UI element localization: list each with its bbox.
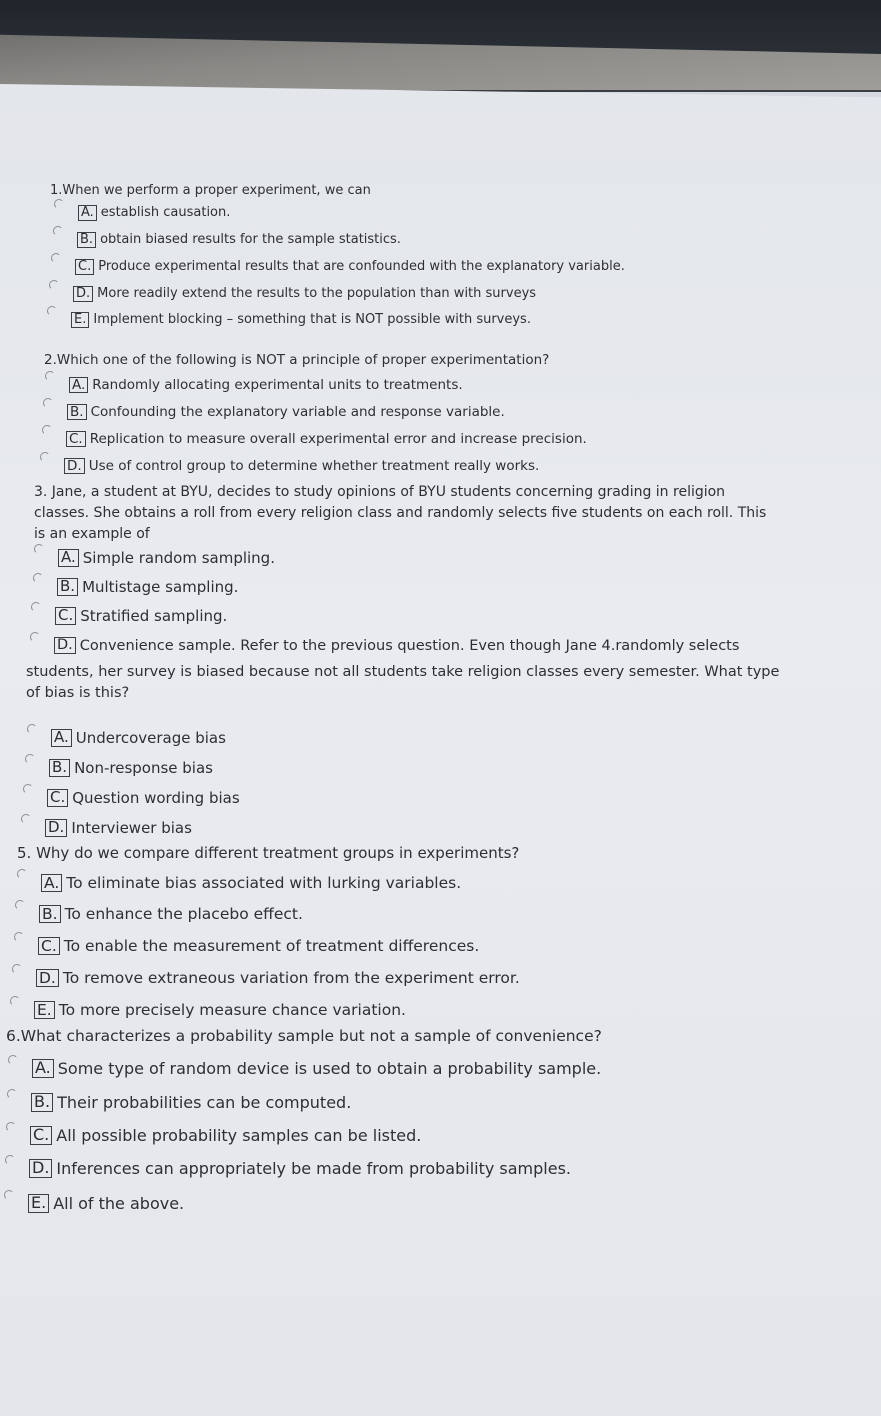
radio-button[interactable] (7, 1089, 17, 1099)
radio-button[interactable] (17, 869, 27, 879)
radio-button[interactable] (33, 573, 43, 583)
question-4-line-1: students, her survey is biased because not all students take religion classes every semester. What type (26, 664, 780, 680)
option-text: Some type of random device is used to obtain a probability sample. (57, 1059, 602, 1078)
radio-button[interactable] (25, 754, 35, 764)
option-letter: E. (71, 312, 89, 328)
radio-button[interactable] (5, 1155, 15, 1165)
question-3-line-1: 3. Jane, a student at BYU, decides to study opinions of BYU students concerning grading in religion (34, 484, 726, 500)
radio-button[interactable] (40, 452, 50, 462)
q5-option-c[interactable] (14, 937, 479, 955)
q1-option-c[interactable] (51, 259, 625, 275)
q3-option-d[interactable] (30, 637, 739, 654)
q1-option-d[interactable] (49, 286, 536, 302)
option-letter: D. (45, 819, 67, 837)
option-letter: B. (49, 759, 70, 777)
option-letter: A. (32, 1059, 54, 1078)
q3-option-c[interactable] (31, 607, 227, 625)
option-letter: C. (66, 431, 86, 447)
option-letter: D. (54, 637, 76, 654)
radio-button[interactable] (45, 371, 55, 381)
radio-button[interactable] (21, 814, 31, 824)
option-text: Randomly allocating experimental units to treatments. (92, 377, 463, 394)
option-letter: A. (69, 377, 88, 393)
question-6-prompt: 6.What characterizes a probability sample but not a sample of convenience? (6, 1027, 602, 1045)
option-text: Undercoverage bias (75, 729, 226, 747)
option-letter: A. (51, 729, 72, 747)
q2-option-c[interactable] (42, 431, 587, 447)
option-text: Implement blocking – something that is NOT possible with surveys. (93, 312, 531, 328)
option-text: Non-response bias (74, 759, 213, 777)
radio-button[interactable] (8, 1055, 18, 1065)
option-text: Simple random sampling. (82, 549, 275, 567)
option-text: Confounding the explanatory variable and response variable. (90, 404, 505, 421)
option-letter: C. (55, 607, 76, 625)
q5-option-a[interactable] (17, 874, 461, 892)
radio-button[interactable] (4, 1190, 14, 1200)
option-letter: D. (36, 969, 59, 987)
option-letter: C. (30, 1126, 52, 1145)
radio-button[interactable] (14, 932, 24, 942)
option-text: Multistage sampling. (82, 578, 239, 596)
q2-option-a[interactable] (45, 377, 463, 393)
option-letter: E. (28, 1194, 49, 1213)
option-letter: A. (58, 549, 79, 567)
option-letter: D. (73, 286, 93, 302)
question-5-prompt: 5. Why do we compare different treatment groups in experiments? (17, 844, 520, 862)
q4-option-d[interactable] (21, 819, 192, 837)
option-text: More readily extend the results to the population than with surveys (97, 286, 537, 302)
question-1-prompt: 1.When we perform a proper experiment, we can (50, 183, 371, 198)
radio-button[interactable] (31, 602, 41, 612)
option-text: Stratified sampling. (80, 607, 228, 625)
option-letter: B. (67, 404, 87, 420)
option-text: All of the above. (53, 1194, 185, 1213)
q2-option-d[interactable] (40, 458, 539, 474)
q4-option-b[interactable] (25, 759, 213, 777)
option-text: Replication to measure overall experimental error and increase precision. (89, 431, 587, 448)
q4-option-c[interactable] (23, 789, 240, 807)
option-letter: B. (57, 578, 78, 596)
radio-button[interactable] (43, 398, 53, 408)
q6-option-a[interactable] (8, 1059, 601, 1078)
option-text: Convenience sample. Refer to the previous question. Even though Jane 4.randomly selects (79, 637, 740, 654)
option-text: To remove extraneous variation from the experiment error. (62, 969, 520, 988)
radio-button[interactable] (15, 900, 25, 910)
option-letter: D. (64, 458, 85, 474)
q6-option-b[interactable] (7, 1093, 351, 1112)
q5-option-e[interactable] (10, 1001, 406, 1019)
question-4-prompt (26, 662, 871, 704)
q2-option-b[interactable] (43, 404, 505, 420)
radio-button[interactable] (6, 1122, 16, 1132)
option-text: To enable the measurement of treatment differences. (63, 937, 480, 956)
option-letter: E. (34, 1001, 55, 1019)
option-text: Produce experimental results that are confounded with the explanatory variable. (98, 259, 625, 275)
option-letter: C. (75, 259, 94, 275)
q6-option-c[interactable] (6, 1126, 421, 1145)
radio-button[interactable] (23, 784, 33, 794)
radio-button[interactable] (12, 964, 22, 974)
q4-option-a[interactable] (27, 729, 226, 747)
option-letter: A. (41, 874, 62, 892)
question-3-line-3: is an example of (34, 526, 150, 542)
q6-option-e[interactable] (4, 1194, 184, 1213)
radio-button[interactable] (54, 199, 64, 209)
question-2-prompt: 2.Which one of the following is NOT a principle of proper experimentation? (44, 352, 550, 368)
radio-button[interactable] (49, 280, 59, 290)
question-3-prompt (34, 482, 864, 545)
option-letter: A. (78, 205, 97, 221)
option-text: Inferences can appropriately be made from probability samples. (56, 1159, 572, 1178)
q1-option-a[interactable] (54, 205, 230, 221)
q5-option-b[interactable] (15, 905, 303, 923)
radio-button[interactable] (30, 632, 40, 642)
q5-option-d[interactable] (12, 969, 520, 987)
option-text: All possible probability samples can be listed. (56, 1126, 422, 1145)
radio-button[interactable] (53, 226, 63, 236)
radio-button[interactable] (42, 425, 52, 435)
option-text: To enhance the placebo effect. (64, 905, 303, 924)
option-letter: C. (47, 789, 68, 807)
option-text: Their probabilities can be computed. (57, 1093, 352, 1112)
option-text: Use of control group to determine whether treatment really works. (88, 458, 540, 475)
radio-button[interactable] (10, 996, 20, 1006)
radio-button[interactable] (47, 306, 57, 316)
q1-option-b[interactable] (53, 232, 401, 248)
option-letter: B. (31, 1093, 53, 1112)
option-text: To eliminate bias associated with lurking variables. (66, 874, 462, 893)
radio-button[interactable] (51, 253, 61, 263)
option-text: To more precisely measure chance variation. (58, 1001, 406, 1020)
question-3-line-2: classes. She obtains a roll from every religion class and randomly selects five students on each roll. This (34, 505, 767, 521)
option-text: obtain biased results for the sample statistics. (100, 232, 401, 248)
q1-option-e[interactable] (47, 312, 531, 328)
option-text: establish causation. (100, 205, 231, 221)
option-text: Interviewer bias (71, 819, 192, 837)
option-text: Question wording bias (72, 789, 240, 807)
radio-button[interactable] (27, 724, 37, 734)
q3-option-a[interactable] (34, 549, 275, 567)
option-letter: B. (39, 905, 61, 923)
option-letter: D. (29, 1159, 52, 1178)
q6-option-d[interactable] (5, 1159, 571, 1178)
radio-button[interactable] (34, 544, 44, 554)
question-4-line-2: of bias is this? (26, 685, 130, 701)
option-letter: C. (38, 937, 60, 955)
option-letter: B. (77, 232, 96, 248)
q3-option-b[interactable] (33, 578, 238, 596)
